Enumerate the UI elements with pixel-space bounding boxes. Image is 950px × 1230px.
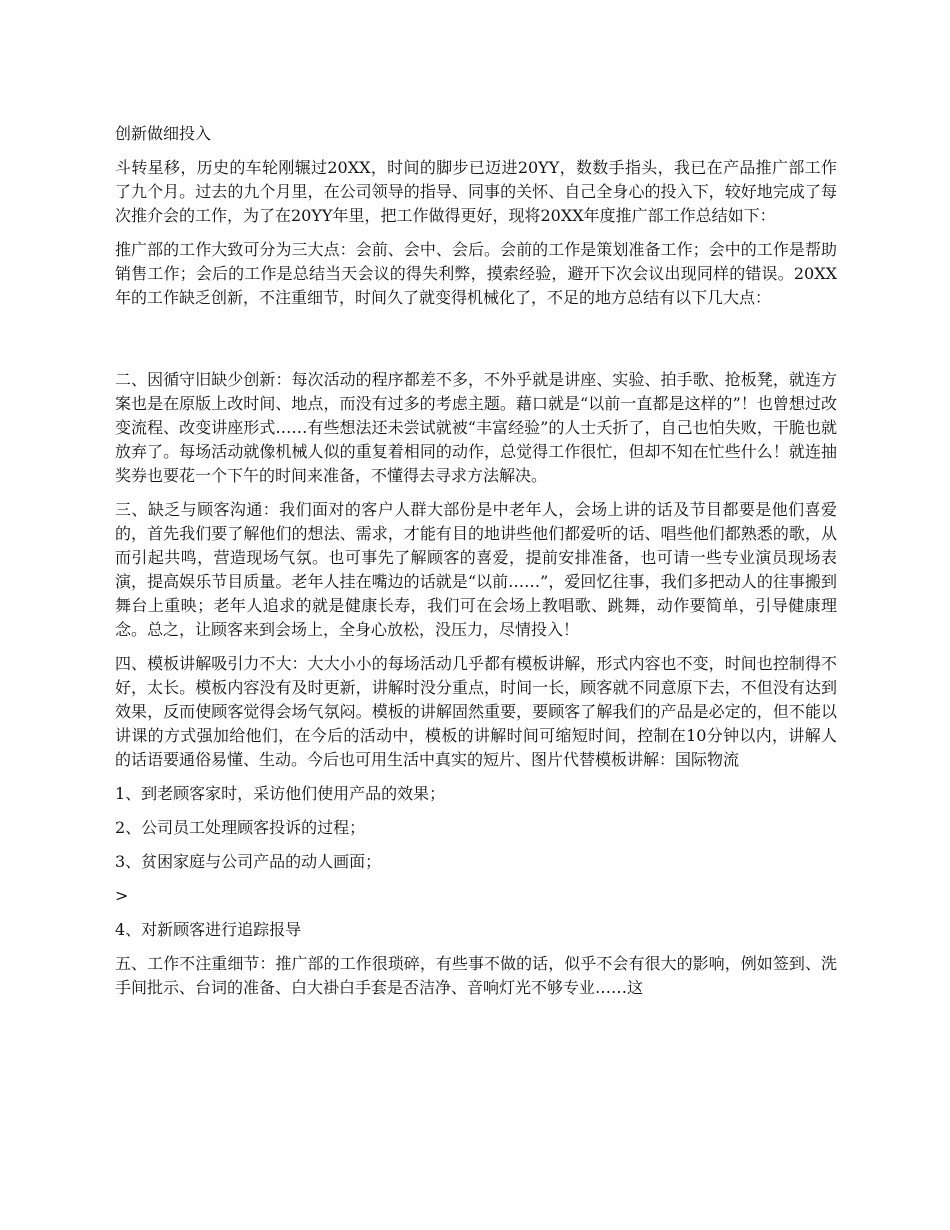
blank-gap (115, 320, 837, 368)
section-five-paragraph: 五、工作不注重细节：推广部的工作很琐碎，有些事不做的话，似乎不会有很大的影响，例如签到、洗手间批示、台词的准备、白大褂白手套是否洁净、音响灯光不够专业……这 (115, 954, 837, 997)
overview-paragraph: 推广部的工作大致可分为三大点：会前、会中、会后。会前的工作是策划准备工作；会中的工作是帮助销售工作；会后的工作是总结当天会议的得失利弊，摸索经验，避开下次会议出现同样的错误。20XX年的工作缺乏创新，不注重细节，时间久了就变得机械化了，不足的地方总结有以下几大点： (115, 240, 837, 307)
section-two-paragraph: 二、因循守旧缺少创新：每次活动的程序都差不多，不外乎就是讲座、实验、拍手歌、抢板凳，就连方案也是在原版上改时间、地点，而没有过多的考虑主题。藉口就是“以前一直都是这样的”！也曾想过改变流程、改变讲座形式……有些想法还未尝试就被“丰富经验”的人士夭折了，自己也怕失败，干脆也就放弃了。每场活动就像机械人似的重复着相同的动作，总觉得工作很忙，但却不知在忙些什么！就连抽奖券也要花一个下午的时间来准备，不懂得去寻求方法解决。 (115, 370, 837, 485)
stray-mark: > (115, 886, 129, 905)
list-item-2: 2、公司员工处理顾客投诉的过程； (115, 818, 366, 837)
document-title: 创新做细投入 (115, 124, 212, 143)
section-four-paragraph: 四、模板讲解吸引力不大：大大小小的每场活动几乎都有模板讲解，形式内容也不变，时间也控制得不好，太长。模板内容没有及时更新，讲解时没分重点，时间一长，顾客就不同意原下去，不但没有达到效果，反而使顾客觉得会场气氛闷。模板的讲解固然重要，要顾客了解我们的产品是必定的，但不能以讲课的方式强加给他们，在今后的活动中，模板的讲解时间可缩短时间，控制在10分钟以内，讲解人的话语要通俗易懂、生动。今后也可用生活中真实的短片、图片代替模板讲解：国际物流 (115, 654, 837, 769)
list-item-1: 1、到老顾客家时，采访他们使用产品的效果； (115, 784, 446, 803)
document-page (115, 122, 837, 1010)
list-item-4: 4、对新顾客进行追踪报导 (115, 920, 302, 939)
section-three-paragraph: 三、缺乏与顾客沟通：我们面对的客户人群大部份是中老年人，会场上讲的话及节目都要是他们喜爱的，首先我们要了解他们的想法、需求，才能有目的地讲些他们都爱听的话、唱些他们都熟悉的歌，从而引起共鸣，营造现场气氛。也可事先了解顾客的喜爱，提前安排准备，也可请一些专业演员现场表演，提高娱乐节目质量。老年人挂在嘴边的话就是“以前……”，爱回忆往事，我们多把动人的往事搬到舞台上重映；老年人追求的就是健康长寿，我们可在会场上教唱歌、跳舞，动作要简单，引导健康理念。总之，让顾客来到会场上，全身心放松，没压力，尽情投入！ (115, 500, 837, 639)
list-item-3: 3、贫困家庭与公司产品的动人画面； (115, 852, 382, 871)
intro-paragraph: 斗转星移，历史的车轮刚辗过20XX，时间的脚步已迈进20YY，数数手指头，我已在产品推广部工作了九个月。过去的九个月里，在公司领导的指导、同事的关怀、自己全身心的投入下，较好地完成了每次推介会的工作，为了在20YY年里，把工作做得更好，现将20XX年度推广部工作总结如下： (115, 158, 837, 225)
